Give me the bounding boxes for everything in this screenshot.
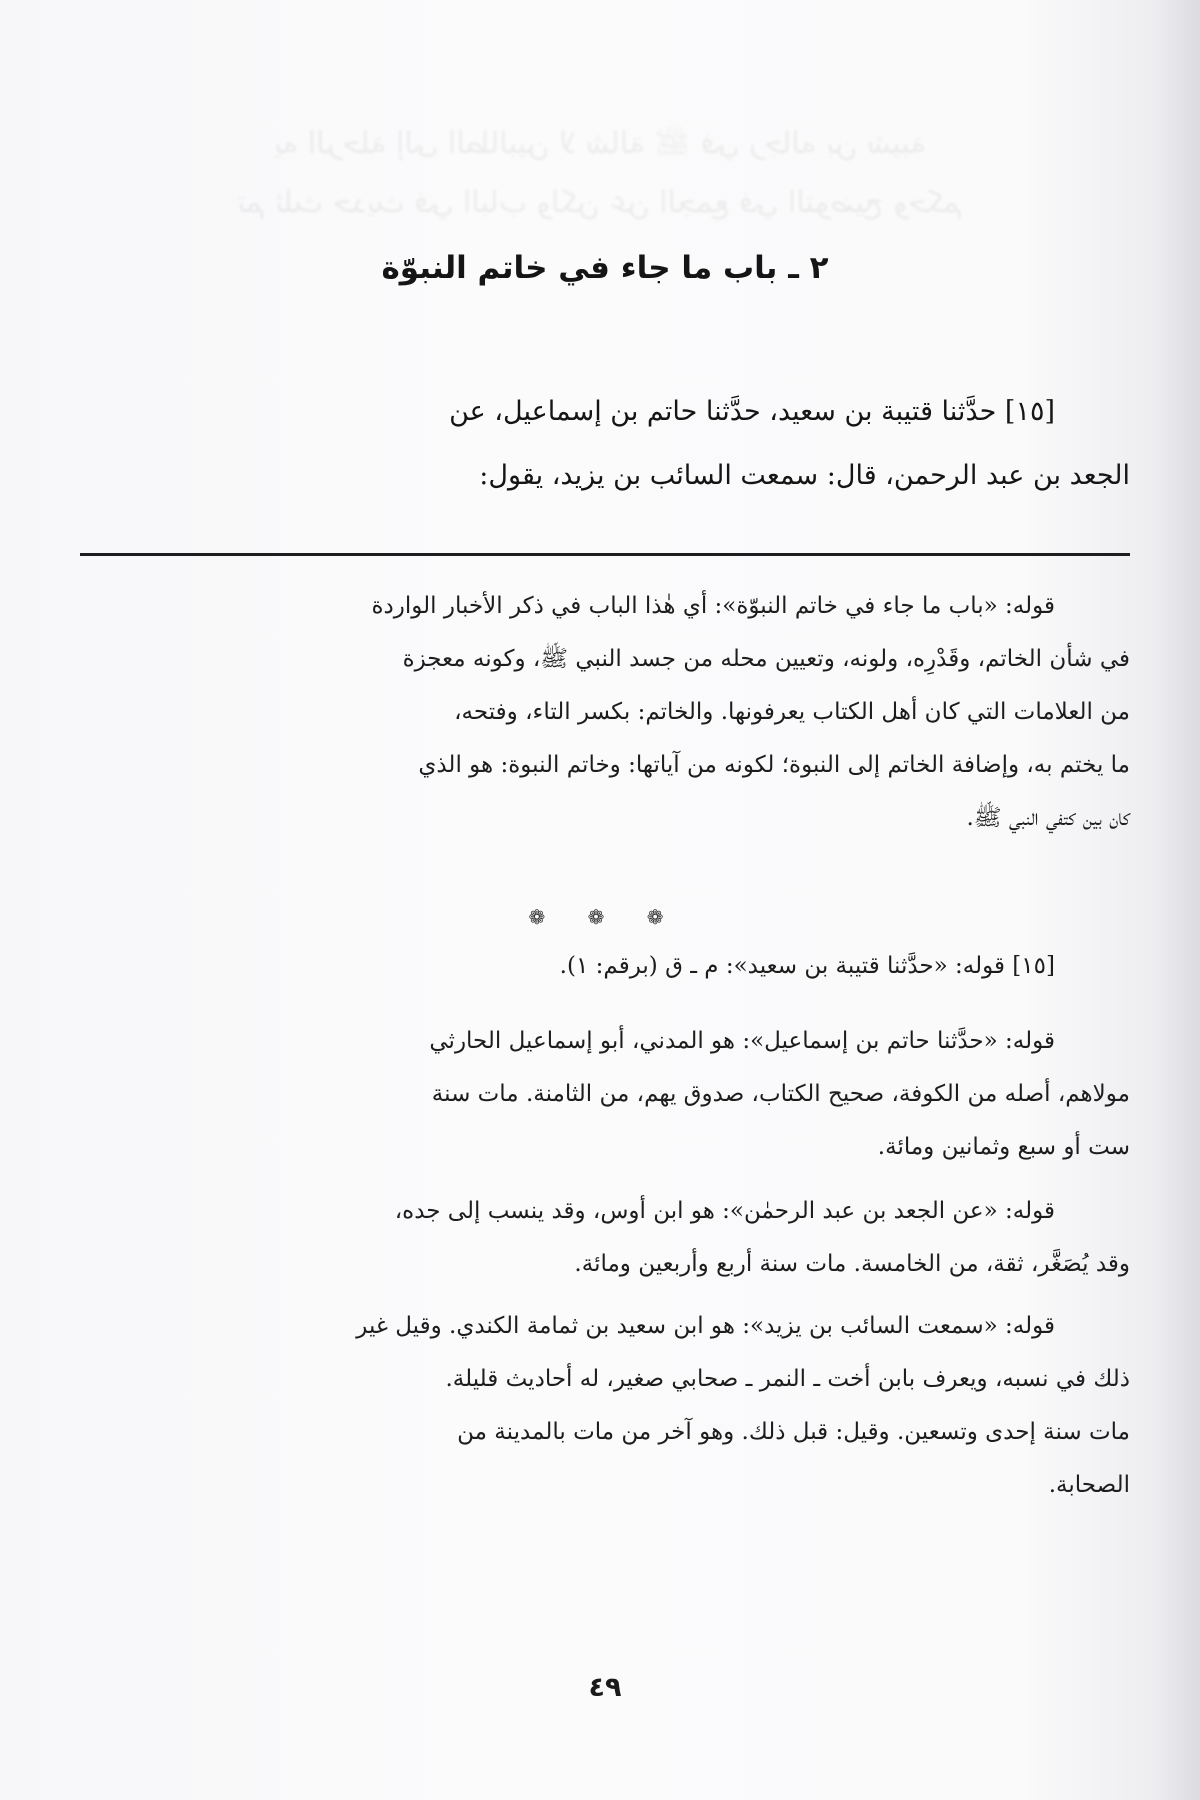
commentary-line: في شأن الخاتم، وقَدْرِه، ولونه، وتعيين محله من جسد النبي ﷺ، وكونه معجزة [402, 646, 1130, 672]
commentary-line: ست أو سبع وثمانين ومائة. [877, 1134, 1130, 1160]
commentary-line: ذلك في نسبه، ويعرف بابن أخت ـ النمر ـ صحابي صغير، له أحاديث قليلة. [445, 1366, 1130, 1392]
hadith-text [80, 380, 1130, 508]
commentary-line: مولاهم، أصله من الكوفة، صحيح الكتاب، صدوق يهم، من الثامنة. مات سنة [431, 1081, 1130, 1107]
section-divider-stars: ❁ ❁ ❁ [528, 905, 682, 929]
commentary-line: من العلامات التي كان أهل الكتاب يعرفونها. والخاتم: بكسر التاء، وفتحه، [454, 699, 1130, 725]
commentary-line: قوله: «عن الجعد بن عبد الرحمٰن»: هو ابن أوس، وقد ينسب إلى جده، [394, 1198, 1055, 1224]
commentary-line: قوله: «حدَّثنا حاتم بن إسماعيل»: هو المدني، أبو إسماعيل الحارثي [429, 1028, 1055, 1054]
commentary-block-jad [80, 1185, 1130, 1291]
commentary-line: كان بين كتفي النبي ﷺ. [966, 805, 1130, 831]
commentary-line: ما يختم به، وإضافة الخاتم إلى النبوة؛ لكونه من آياتها: وخاتم النبوة: هو الذي [418, 752, 1130, 778]
book-page [80, 0, 1130, 1800]
commentary-line: قوله: «سمعت السائب بن يزيد»: هو ابن سعيد بن ثمامة الكندي. وقيل غير [356, 1313, 1055, 1339]
show-through-text: يه الرحلة إلى الطالبين لا شالة ﷺ في رجاله بن شيبة [273, 126, 927, 161]
hadith-line: الجعد بن عبد الرحمن، قال: سمعت السائب بن يزيد، يقول: [479, 460, 1130, 491]
commentary-block-chapter [80, 580, 1130, 845]
footnote-separator [80, 553, 1130, 556]
show-through-text: تم ثلث حديث في الباب ولكن عن الجمع في التوضيح وحكم [237, 185, 963, 220]
commentary-block-saib [80, 1300, 1130, 1512]
commentary-line: مات سنة إحدى وتسعين. وقيل: قبل ذلك. وهو آخر من مات بالمدينة من [457, 1419, 1130, 1445]
hadith-line: [١٥] حدَّثنا قتيبة بن سعيد، حدَّثنا حاتم بن إسماعيل، عن [449, 396, 1055, 427]
commentary-line: [١٥] قوله: «حدَّثنا قتيبة بن سعيد»: م ـ ق (برقم: ١). [559, 953, 1055, 979]
commentary-block-hatim [80, 1015, 1130, 1174]
commentary-block-qutaybah [80, 940, 1130, 993]
commentary-line: وقد يُصَغَّر، ثقة، من الخامسة. مات سنة أربع وأربعين ومائة. [574, 1251, 1130, 1277]
chapter-title: ٢ ـ باب ما جاء في خاتم النبوّة [381, 250, 829, 286]
commentary-line: الصحابة. [1048, 1472, 1130, 1498]
page-number: ٤٩ [588, 1672, 622, 1703]
commentary-line: قوله: «باب ما جاء في خاتم النبوّة»: أي هٰذا الباب في ذكر الأخبار الواردة [371, 593, 1055, 619]
